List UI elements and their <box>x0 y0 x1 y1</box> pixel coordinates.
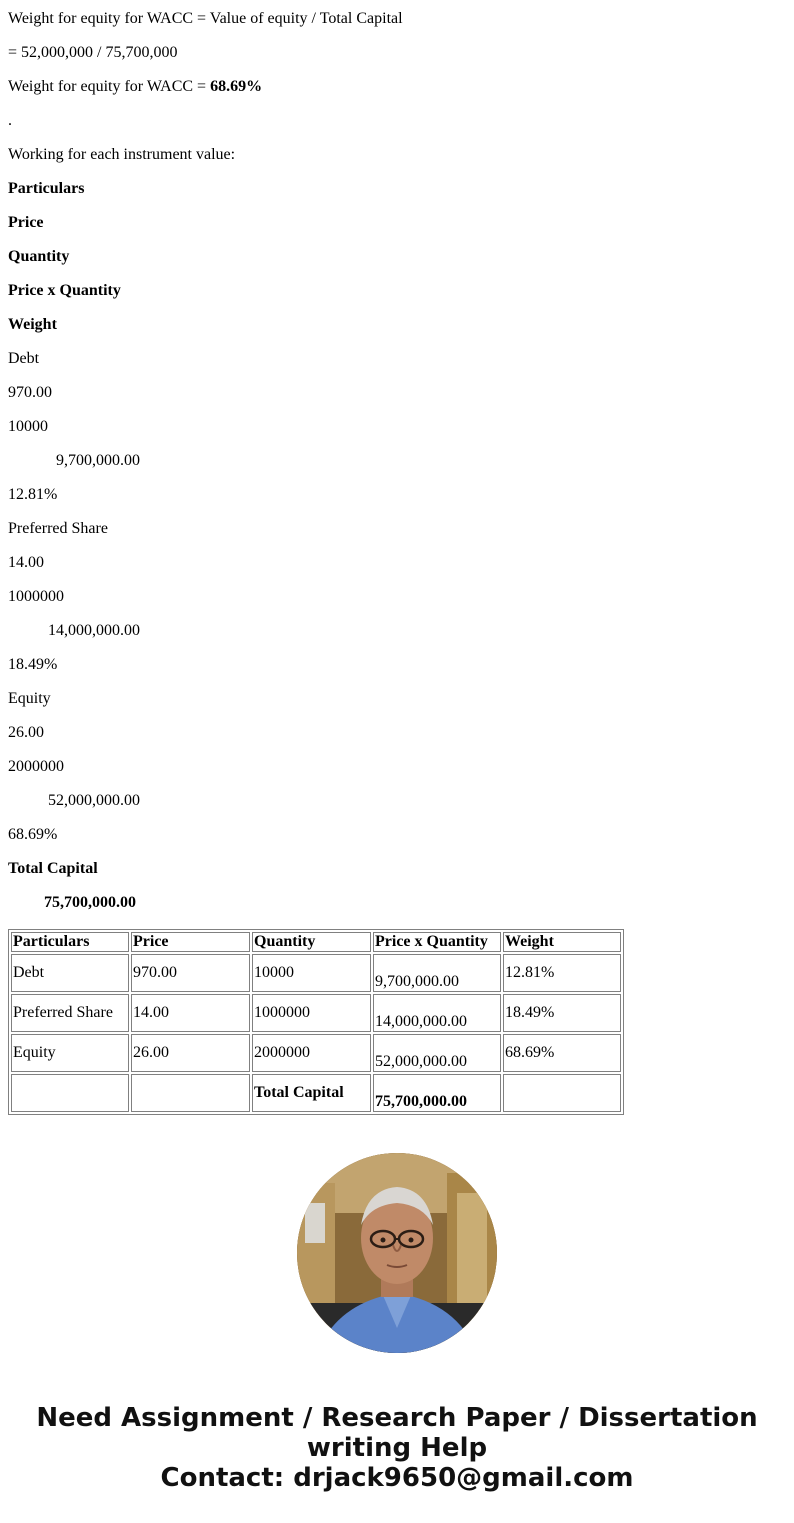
table-header-cell: Price x Quantity <box>373 932 501 952</box>
table-cell: 14.00 <box>131 994 250 1032</box>
list-total-value: 75,700,000.00 <box>44 894 136 911</box>
table-cell-empty <box>503 1074 621 1112</box>
table-header-cell: Weight <box>503 932 621 952</box>
list-preferred-quantity: 1000000 <box>8 588 64 605</box>
list-total-label: Total Capital <box>8 860 98 877</box>
list-preferred-name: Preferred Share <box>8 520 108 537</box>
table-cell: 52,000,000.00 <box>373 1034 501 1072</box>
list-equity-price: 26.00 <box>8 724 44 741</box>
list-debt-name: Debt <box>8 350 40 367</box>
list-debt-price: 970.00 <box>8 384 52 401</box>
table-cell: 12.81% <box>503 954 621 992</box>
result-prefix: Weight for equity for WACC = <box>8 78 211 95</box>
table-cell: 970.00 <box>131 954 250 992</box>
banner-line-contact: Contact: drjack9650@gmail.com <box>160 1463 634 1493</box>
banner-line-help: writing Help <box>306 1433 488 1463</box>
portrait-illustration <box>297 1153 497 1353</box>
table-total-label: Total Capital <box>252 1074 371 1112</box>
contact-banner <box>0 1403 794 1493</box>
list-preferred-weight: 18.49% <box>8 656 58 673</box>
table-row <box>11 1034 621 1072</box>
list-debt-quantity: 10000 <box>8 418 48 435</box>
result-value: 68.69% <box>210 78 263 95</box>
table-header-cell: Quantity <box>252 932 371 952</box>
table-cell: Debt <box>11 954 129 992</box>
table-header-cell: Particulars <box>11 932 129 952</box>
table-cell: Equity <box>11 1034 129 1072</box>
table-total-row <box>11 1074 621 1112</box>
list-equity-price-x-quantity: 52,000,000.00 <box>48 792 140 809</box>
intro-line-formula: Weight for equity for WACC = Value of equity / Total Capital <box>8 10 403 27</box>
list-header-price-x-quantity: Price x Quantity <box>8 282 121 299</box>
table-cell: 14,000,000.00 <box>373 994 501 1032</box>
table-row <box>11 954 621 992</box>
table-cell: 26.00 <box>131 1034 250 1072</box>
list-header-weight: Weight <box>8 316 57 333</box>
table-cell: 9,700,000.00 <box>373 954 501 992</box>
intro-line-calculation: = 52,000,000 / 75,700,000 <box>8 44 178 61</box>
table-header-row <box>11 932 621 952</box>
table-row <box>11 994 621 1032</box>
table-cell: 1000000 <box>252 994 371 1032</box>
list-debt-price-x-quantity: 9,700,000.00 <box>56 452 140 469</box>
list-preferred-price: 14.00 <box>8 554 44 571</box>
list-equity-quantity: 2000000 <box>8 758 64 775</box>
working-heading: Working for each instrument value: <box>8 146 236 163</box>
list-equity-weight: 68.69% <box>8 826 58 843</box>
instrument-weights-table <box>8 929 624 1115</box>
intro-line-result <box>8 78 262 96</box>
table-cell: 2000000 <box>252 1034 371 1072</box>
table-cell: 10000 <box>252 954 371 992</box>
separator-dot: . <box>8 112 12 129</box>
table-cell: Preferred Share <box>11 994 129 1032</box>
table-cell-empty <box>11 1074 129 1112</box>
table-header-cell: Price <box>131 932 250 952</box>
list-header-particulars: Particulars <box>8 180 85 197</box>
table-cell: 18.49% <box>503 994 621 1032</box>
list-header-quantity: Quantity <box>8 248 70 265</box>
list-debt-weight: 12.81% <box>8 486 58 503</box>
author-photo <box>297 1153 497 1353</box>
list-preferred-price-x-quantity: 14,000,000.00 <box>48 622 140 639</box>
table-total-value: 75,700,000.00 <box>373 1074 501 1112</box>
banner-line-assignment: Need Assignment / Research Paper / Dissertation <box>36 1403 758 1433</box>
table-cell: 68.69% <box>503 1034 621 1072</box>
table-cell-empty <box>131 1074 250 1112</box>
list-equity-name: Equity <box>8 690 51 707</box>
list-header-price: Price <box>8 214 44 231</box>
